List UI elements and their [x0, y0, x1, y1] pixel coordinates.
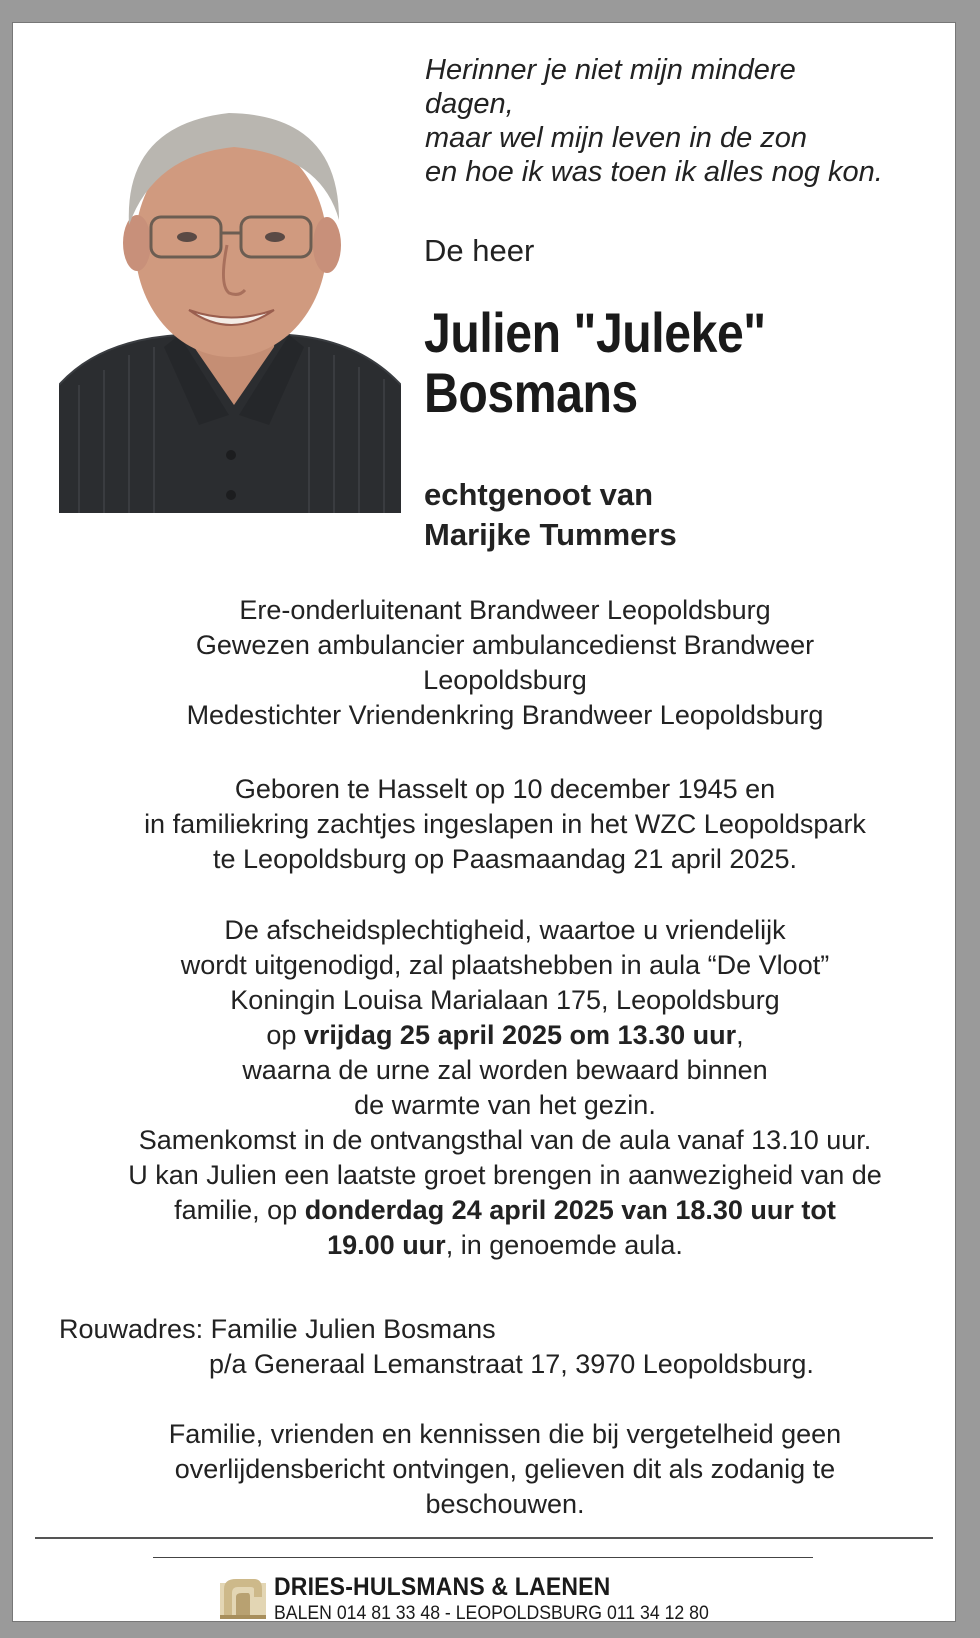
name-line-2: Bosmans [424, 361, 638, 424]
divider [153, 1557, 813, 1558]
deceased-name [424, 303, 766, 423]
obituary-card [12, 22, 956, 1622]
ceremony-line: Samenkomst in de ontvangsthal van de aula vanaf 13.10 uur. [138, 1125, 872, 1155]
ceremony-line: wordt uitgenodigd, zal plaatshebben in aula “De Vloot” [180, 950, 830, 980]
ceremony-line [53, 1228, 957, 1263]
poem-line: Herinner je niet mijn mindere [425, 54, 796, 86]
ceremony-date: vrijdag 25 april 2025 om 13.30 uur [303, 1020, 737, 1050]
birth-death-info [53, 772, 957, 877]
ceremony-line: Koningin Louisa Marialaan 175, Leopoldsburg [230, 985, 780, 1015]
ceremony-line: de warmte van het gezin. [354, 1090, 656, 1120]
mourning-address [59, 1312, 939, 1382]
text: familie, op [174, 1195, 305, 1225]
birth-line: te Leopoldsburg op Paasmaandag 21 april 2025. [213, 844, 797, 874]
text: , in genoemde aula. [445, 1230, 683, 1260]
portrait-illustration [59, 85, 401, 513]
title-line: Ere-onderluitenant Brandweer Leopoldsburg [239, 595, 771, 625]
name-line-1: Julien "Juleke" [424, 301, 766, 364]
notice-line: overlijdensbericht ontvingen, gelieven dit als zodanig te [174, 1454, 836, 1484]
title-line: Gewezen ambulancier ambulancedienst Brandweer [195, 630, 815, 660]
poem-line: en hoe ik was toen ik alles nog kon. [425, 156, 883, 188]
ceremony-line: U kan Julien een laatste groet brengen in aanwezigheid van de [128, 1160, 882, 1190]
address-line-2: p/a Generaal Lemanstraat 17, 3970 Leopoldsburg. [209, 1349, 814, 1379]
funeral-home-phones: BALEN 014 81 33 48 - LEOPOLDSBURG 011 34 12 80 [274, 1603, 709, 1624]
notice-line: Familie, vrienden en kennissen die bij vergetelheid geen [168, 1419, 842, 1449]
spouse-info [424, 475, 677, 555]
address-line-1: Rouwadres: Familie Julien Bosmans [59, 1314, 496, 1344]
notice-line: beschouwen. [425, 1489, 585, 1519]
title-line: Medestichter Vriendenkring Brandweer Leopoldsburg [186, 700, 824, 730]
poem-line: maar wel mijn leven in de zon [425, 122, 808, 154]
visitation-date: donderdag 24 april 2025 van 18.30 uur tot [304, 1195, 836, 1225]
spouse-line-1: echtgenoot van [424, 477, 654, 512]
notice-text [53, 1417, 957, 1522]
ceremony-line: waarna de urne zal worden bewaard binnen [242, 1055, 768, 1085]
title-line: Leopoldsburg [423, 665, 587, 695]
portrait-photo [59, 85, 401, 513]
ceremony-info [53, 913, 957, 1263]
divider [35, 1537, 933, 1539]
funeral-home-name: DRIES-HULSMANS & LAENEN [274, 1573, 611, 1601]
honorary-titles [53, 593, 957, 733]
poem-line: dagen, [425, 88, 514, 120]
birth-line: Geboren te Hasselt op 10 december 1945 en [234, 774, 776, 804]
visitation-end-time: 19.00 uur [327, 1230, 446, 1260]
spouse-line-2: Marijke Tummers [424, 517, 677, 552]
ceremony-line [53, 1018, 957, 1053]
text: , [736, 1020, 744, 1050]
birth-line: in familiekring zachtjes ingeslapen in het WZC Leopoldspark [144, 809, 866, 839]
memorial-poem [425, 53, 925, 189]
ceremony-line [53, 1193, 957, 1228]
ceremony-line: De afscheidsplechtigheid, waartoe u vriendelijk [224, 915, 786, 945]
text: op [266, 1020, 304, 1050]
funeral-home-logo-icon [218, 1571, 268, 1621]
salutation: De heer [424, 233, 535, 268]
